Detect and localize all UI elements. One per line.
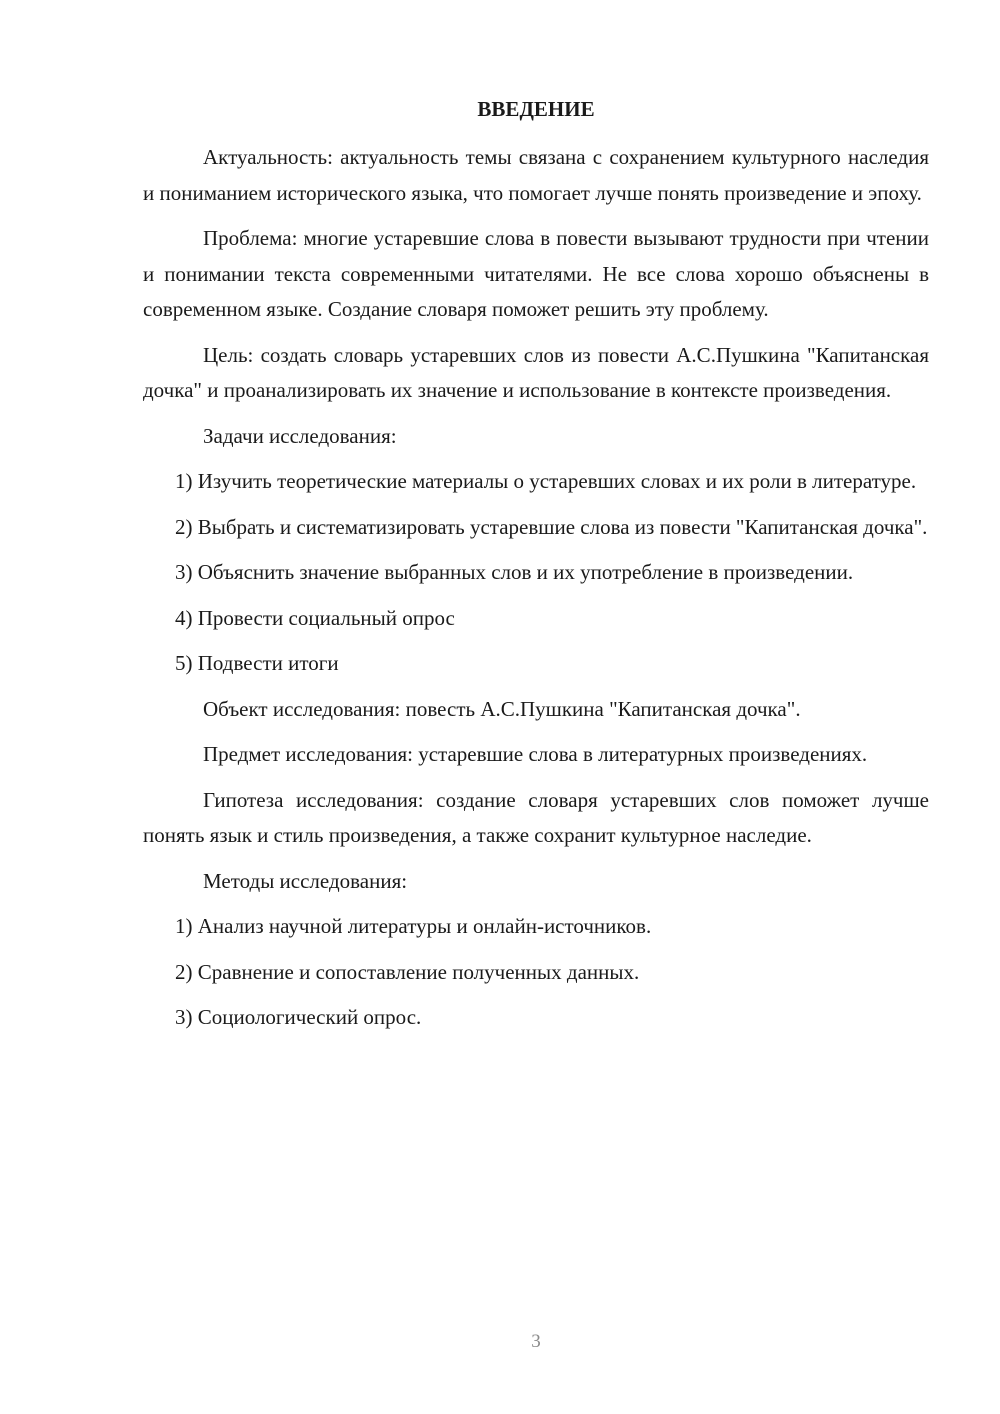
page-number: 3 xyxy=(531,1331,541,1352)
methods-heading: Методы исследования: xyxy=(203,868,408,893)
task-item-5: 5) Подвести итоги xyxy=(175,651,339,675)
task-item-3: 3) Объяснить значение выбранных слов и их употребление в произведении. xyxy=(175,560,854,584)
task-item-4: 4) Провести социальный опрос xyxy=(175,605,455,630)
method-item-2: 2) Сравнение и сопоставление полученных данных. xyxy=(175,959,640,984)
object-paragraph: Объект исследования: повесть А.С.Пушкина "Капитанская дочка". xyxy=(203,696,801,721)
goal-paragraph: Цель: создать словарь устаревших слов из повести А.С.Пушкина "Капитанская дочка" и проанализировать их значение и использование в контексте произведения. xyxy=(143,342,929,402)
task-item-2: 2) Выбрать и систематизировать устаревшие слова из повести "Капитанская дочка". xyxy=(175,514,928,539)
tasks-heading: Задачи исследования: xyxy=(203,423,397,448)
relevance-paragraph: Актуальность: актуальность темы связана с сохранением культурного наследия и пониманием исторического языка, что помогает лучше понять произведение и эпоху. xyxy=(143,145,929,205)
document-page xyxy=(143,92,929,1046)
method-item-1: 1) Анализ научной литературы и онлайн-источников. xyxy=(175,914,652,938)
method-item-3: 3) Социологический опрос. xyxy=(175,1005,422,1029)
hypothesis-paragraph: Гипотеза исследования: создание словаря устаревших слов поможет лучше понять язык и стиль произведения, а также сохранит культурное наследие. xyxy=(143,787,929,847)
task-item-1: 1) Изучить теоретические материалы о устаревших словах и их роли в литературе. xyxy=(175,469,917,493)
subject-paragraph: Предмет исследования: устаревшие слова в литературных произведениях. xyxy=(203,742,868,766)
problem-paragraph: Проблема: многие устаревшие слова в повести вызывают трудности при чтении и понимании текста современными читателями. Не все слова хорошо объяснены в современном языке. Создание словаря поможет решить эту проблему. xyxy=(143,226,929,321)
document-title: ВВЕДЕНИЕ xyxy=(477,97,595,121)
